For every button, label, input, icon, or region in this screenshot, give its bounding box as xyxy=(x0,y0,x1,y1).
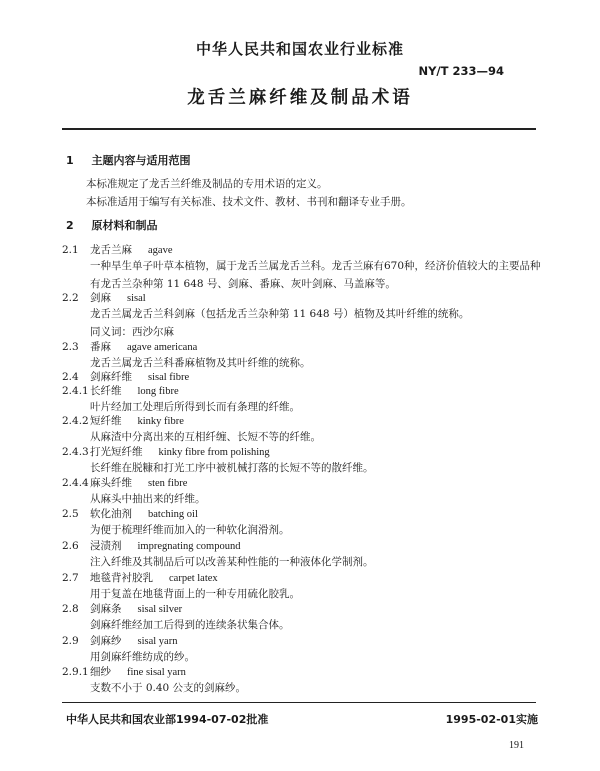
section-title: 主题内容与适用范围 xyxy=(91,154,191,167)
term-definition: 同义词：西沙尔麻 xyxy=(90,326,174,338)
term-chinese: 剑麻 xyxy=(90,292,111,304)
term-entry xyxy=(62,242,172,257)
term-entry xyxy=(62,475,187,490)
term-entry xyxy=(62,339,197,354)
term-definition: 从麻渣中分离出来的互相纤缠、长短不等的纤维。 xyxy=(90,431,321,443)
term-number: 2.1 xyxy=(62,244,79,256)
term-english: sisal xyxy=(127,293,146,304)
term-entry xyxy=(62,664,186,679)
term-entry xyxy=(62,290,146,305)
page-number: 191 xyxy=(509,740,524,751)
term-number: 2.4.2 xyxy=(62,415,89,427)
term-number: 2.3 xyxy=(62,341,79,353)
term-chinese: 龙舌兰麻 xyxy=(90,244,132,256)
term-entry xyxy=(62,369,189,384)
term-definition: 龙舌兰属龙舌兰科剑麻（包括龙舌兰杂种第 11 648 号）植物及其叶纤维的统称。 xyxy=(90,308,470,320)
term-number: 2.4 xyxy=(62,371,79,383)
term-english: long fibre xyxy=(137,386,179,397)
term-definition: 一种旱生单子叶草本植物，属于龙舌兰属龙舌兰科。龙舌兰麻有670种，经济价值较大的主要品种 xyxy=(90,260,541,272)
term-chinese: 软化油剂 xyxy=(90,508,132,520)
term-english: sten fibre xyxy=(148,478,188,489)
term-definition: 长纤维在脱糠和打光工序中被机械打落的长短不等的散纤维。 xyxy=(90,462,374,474)
term-chinese: 剑麻条 xyxy=(90,603,122,615)
term-definition: 龙舌兰属龙舌兰科番麻植物及其叶纤维的统称。 xyxy=(90,357,311,369)
term-entry xyxy=(62,383,179,398)
top-rule xyxy=(62,128,536,130)
term-entry xyxy=(62,601,182,616)
term-definition: 剑麻纤维经加工后得到的连续条状集合体。 xyxy=(90,619,290,631)
term-number: 2.9 xyxy=(62,635,79,647)
term-english: impregnating compound xyxy=(137,541,241,552)
term-number: 2.7 xyxy=(62,572,79,584)
footer-rule xyxy=(62,702,536,703)
term-definition: 支数不小于 0.40 公支的剑麻纱。 xyxy=(90,682,247,694)
term-chinese: 番麻 xyxy=(90,341,111,353)
term-chinese: 地毯背衬胶乳 xyxy=(90,572,153,584)
term-number: 2.4.3 xyxy=(62,446,89,458)
term-english: agave xyxy=(148,245,173,256)
term-definition: 用于复盖在地毯背面上的一种专用硫化胶乳。 xyxy=(90,588,300,600)
term-english: batching oil xyxy=(148,509,198,520)
term-entry xyxy=(62,633,177,648)
term-english: kinky fibre xyxy=(137,416,184,427)
approval-date: 中华人民共和国农业部1994-07-02批准 xyxy=(66,713,269,726)
term-chinese: 麻头纤维 xyxy=(90,477,132,489)
term-entry xyxy=(62,444,270,459)
term-chinese: 短纤维 xyxy=(90,415,122,427)
term-english: fine sisal yarn xyxy=(127,667,186,678)
term-number: 2.2 xyxy=(62,292,79,304)
section-title: 原材料和制品 xyxy=(91,219,158,232)
term-chinese: 细纱 xyxy=(90,666,111,678)
term-number: 2.8 xyxy=(62,603,79,615)
document-title: 龙舌兰麻纤维及制品术语 xyxy=(187,88,413,108)
term-entry xyxy=(62,570,218,585)
section-number: 2 xyxy=(66,219,74,232)
term-definition: 为便于梳理纤维而加入的一种软化润滑剂。 xyxy=(90,524,290,536)
section-number: 1 xyxy=(66,154,74,167)
section-1-heading xyxy=(66,152,191,168)
term-number: 2.4.1 xyxy=(62,385,89,397)
term-english: sisal yarn xyxy=(137,636,178,647)
term-number: 2.4.4 xyxy=(62,477,89,489)
term-chinese: 剑麻纤维 xyxy=(90,371,132,383)
term-number: 2.9.1 xyxy=(62,666,89,678)
term-chinese: 剑麻纱 xyxy=(90,635,122,647)
term-english: carpet latex xyxy=(169,573,218,584)
term-english: agave americana xyxy=(127,342,198,353)
term-english: sisal fibre xyxy=(148,372,190,383)
term-entry xyxy=(62,413,184,428)
term-english: kinky fibre from polishing xyxy=(158,447,270,458)
implementation-date: 1995-02-01实施 xyxy=(445,713,538,726)
term-entry xyxy=(62,538,240,553)
section-2-heading xyxy=(66,217,158,233)
term-definition: 从麻头中抽出来的纤维。 xyxy=(90,493,206,505)
term-chinese: 打光短纤维 xyxy=(90,446,143,458)
term-definition: 叶片经加工处理后所得到长而有条理的纤维。 xyxy=(90,401,300,413)
term-definition: 用剑麻纤维纺成的纱。 xyxy=(90,651,195,663)
term-chinese: 浸渍剂 xyxy=(90,540,122,552)
paragraph: 本标准适用于编写有关标准、技术文件、教材、书刊和翻译专业手册。 xyxy=(86,196,412,208)
term-english: sisal silver xyxy=(137,604,183,615)
term-number: 2.6 xyxy=(62,540,79,552)
term-entry xyxy=(62,506,198,521)
term-definition: 注入纤维及其制品后可以改善某种性能的一种液体化学制剂。 xyxy=(90,556,374,568)
issuing-standard-header: 中华人民共和国农业行业标准 xyxy=(195,40,404,58)
term-definition: 有龙舌兰杂种第 11 648 号、剑麻、番麻、灰叶剑麻、马盖麻等。 xyxy=(90,278,396,290)
term-number: 2.5 xyxy=(62,508,79,520)
standard-number: NY/T 233—94 xyxy=(418,64,504,78)
term-chinese: 长纤维 xyxy=(90,385,122,397)
paragraph: 本标准规定了龙舌兰纤维及制品的专用术语的定义。 xyxy=(86,178,328,190)
